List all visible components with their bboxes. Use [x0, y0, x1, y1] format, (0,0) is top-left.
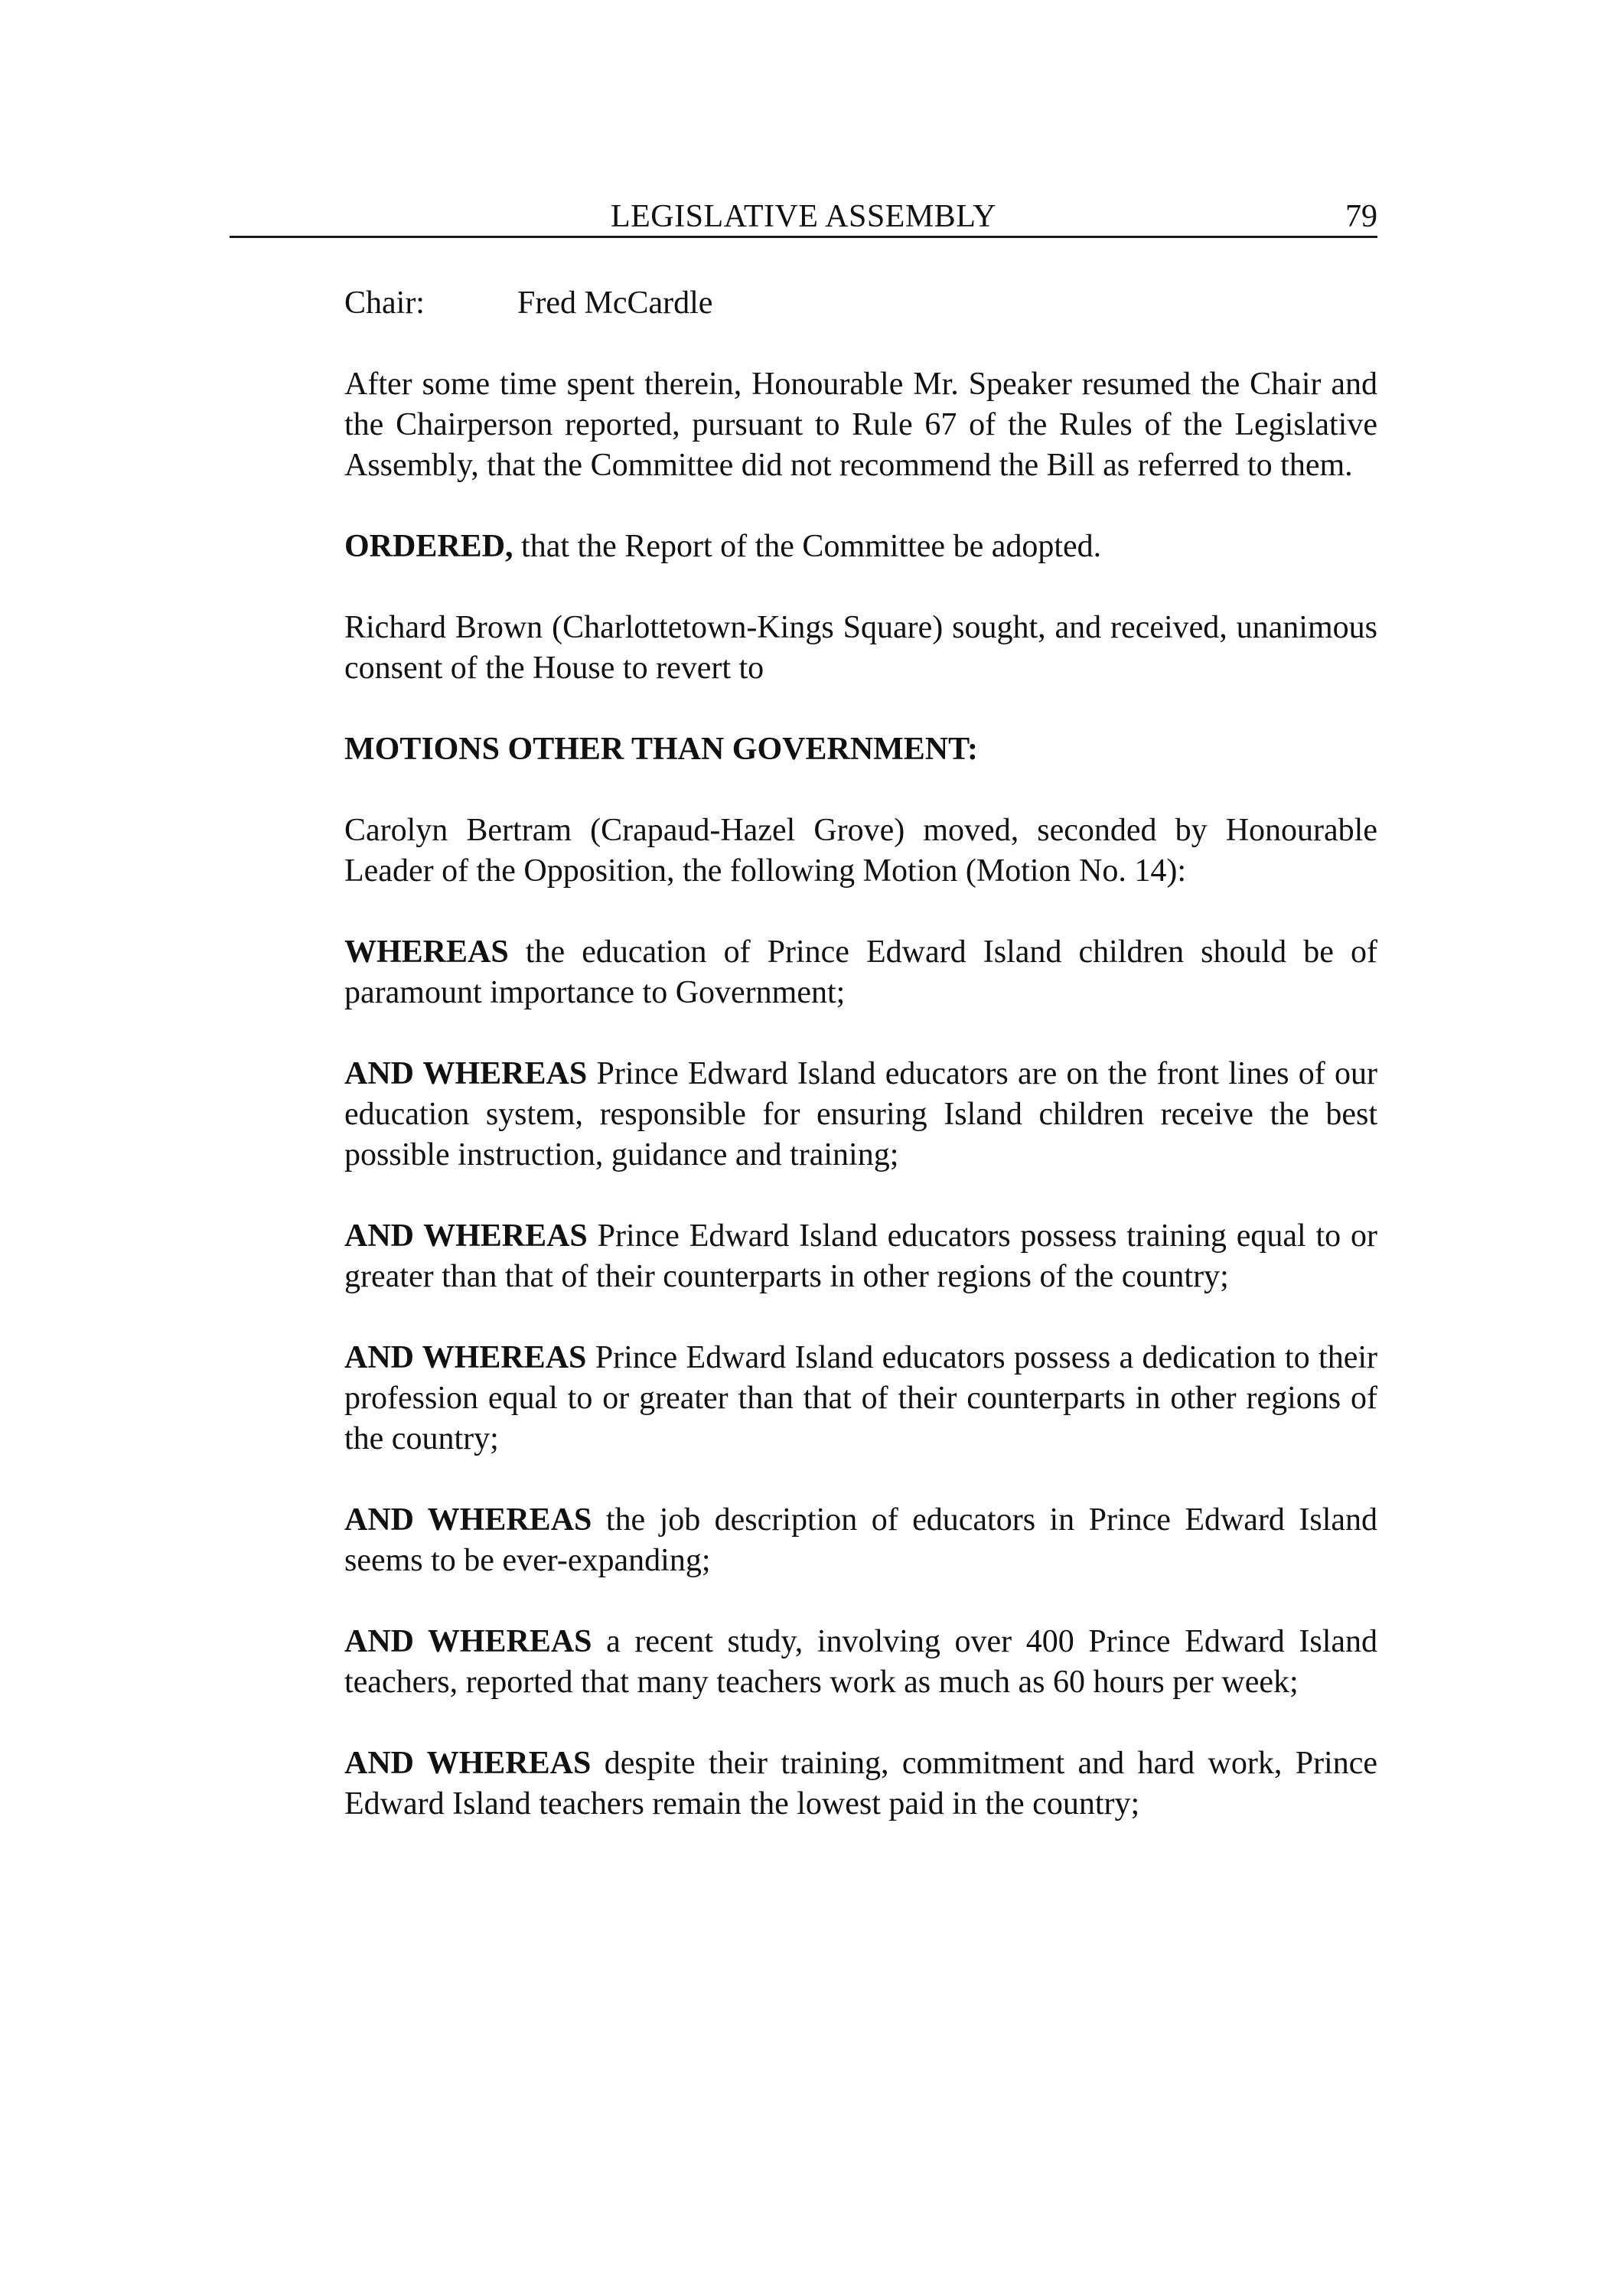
clause-text: the education of Prince Edward Island children should be of paramount importance to Government;: [344, 934, 1377, 1010]
clause-keyword: AND WHEREAS: [344, 1746, 592, 1781]
header-title: LEGISLATIVE ASSEMBLY: [611, 199, 996, 234]
committee-report-paragraph: After some time spent therein, Honourable Mr. Speaker resumed the Chair and the Chairperson reported, pursuant to Rule 67 of the Rules of the Legislative Assembly, that the Committee did not recommend the Bill as referred to them.: [344, 367, 1377, 483]
clause-text: despite their training, commitment and hard work, Prince Edward Island teachers remain the lowest paid in the country;: [344, 1746, 1378, 1821]
clause-keyword: AND WHEREAS: [344, 1502, 592, 1538]
page-body: [344, 283, 1377, 1865]
whereas-clause: [344, 1743, 1377, 1825]
ordered-paragraph: [344, 527, 1377, 567]
clause-keyword: AND WHEREAS: [344, 1056, 588, 1091]
chair-line: [344, 283, 1377, 324]
clause-keyword: AND WHEREAS: [344, 1218, 588, 1254]
whereas-clause: [344, 932, 1377, 1013]
whereas-clause: [344, 1622, 1377, 1703]
clause-text: Prince Edward Island educators possess training equal to or greater than that of their counterparts in other regions of the country;: [344, 1218, 1377, 1294]
unanimous-consent-paragraph: Richard Brown (Charlottetown-Kings Square) sought, and received, unanimous consent of the House to revert to: [344, 610, 1377, 686]
clause-text: Prince Edward Island educators are on the front lines of our education system, responsible for ensuring Island children receive the best possible instruction, guidance and training;: [344, 1056, 1378, 1172]
clause-keyword: AND WHEREAS: [344, 1340, 587, 1375]
clause-text: the job description of educators in Prince Edward Island seems to be ever-expanding;: [344, 1502, 1378, 1578]
chair-name: Fred McCardle: [517, 285, 713, 321]
whereas-clause: [344, 1216, 1377, 1297]
clause-keyword: AND WHEREAS: [344, 1624, 592, 1659]
chair-label: Chair:: [344, 285, 425, 321]
whereas-clause: [344, 1338, 1377, 1459]
ordered-text: that the Report of the Committee be adopted.: [513, 529, 1102, 564]
section-heading: MOTIONS OTHER THAN GOVERNMENT:: [344, 732, 979, 767]
clause-keyword: WHEREAS: [344, 934, 509, 970]
ordered-label: ORDERED,: [344, 529, 513, 564]
motion-moved-paragraph: Carolyn Bertram (Crapaud-Hazel Grove) moved, seconded by Honourable Leader of the Opposition, the following Motion (Motion No. 14):: [344, 813, 1377, 889]
whereas-clause: [344, 1054, 1377, 1176]
clause-text: a recent study, involving over 400 Prince Edward Island teachers, reported that many teachers work as much as 60 hours per week;: [344, 1624, 1378, 1700]
clause-text: Prince Edward Island educators possess a dedication to their profession equal to or greater than that of their counterparts in other regions of the country;: [344, 1340, 1377, 1456]
page-header: [230, 197, 1377, 238]
page-number: 79: [1345, 199, 1377, 234]
whereas-clause: [344, 1500, 1377, 1581]
